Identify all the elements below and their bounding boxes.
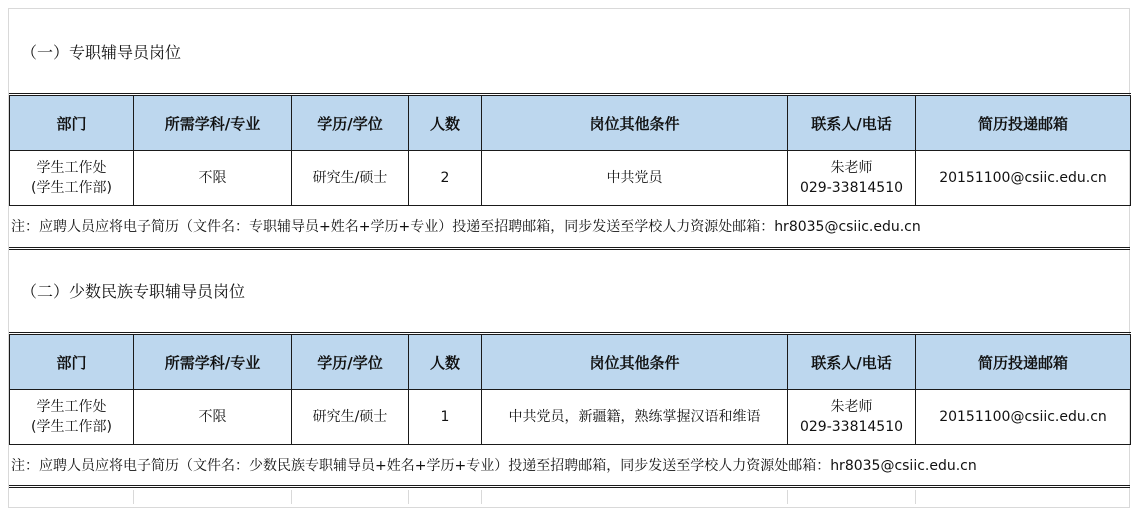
section-1-title: （一）专职辅导员岗位 <box>21 43 182 62</box>
recruitment-sheet <box>8 8 1130 508</box>
section-2-note: 注：应聘人员应将电子简历（文件名：少数民族专职辅导员+姓名+学历+专业）投递至招聘邮箱，同步发送至学校人力资源处邮箱：hr8035@csiic.edu.cn <box>11 458 977 474</box>
cell-email[interactable]: 20151100@csiic.edu.cn <box>916 151 1131 206</box>
cell-subject: 不限 <box>134 390 292 445</box>
header-count: 人数 <box>409 334 482 390</box>
cell-department <box>10 390 134 445</box>
department-line-1: 学生工作处 <box>36 160 107 176</box>
section-divider <box>9 485 1130 488</box>
cell-conditions: 中共党员 <box>482 151 788 206</box>
header-degree: 学历/学位 <box>292 95 409 151</box>
department-line-2: (学生工作部) <box>31 180 112 196</box>
department-line-2: (学生工作部) <box>31 419 112 435</box>
section-1-note: 注：应聘人员应将电子简历（文件名：专职辅导员+姓名+学历+专业）投递至招聘邮箱，同步发送至学校人力资源处邮箱：hr8035@csiic.edu.cn <box>11 219 921 235</box>
table-header-row <box>10 95 1131 151</box>
table-header-row <box>10 334 1131 390</box>
cell-count: 2 <box>409 151 482 206</box>
section-2-title: （二）少数民族专职辅导员岗位 <box>21 282 246 301</box>
header-conditions: 岗位其他条件 <box>482 95 788 151</box>
header-conditions: 岗位其他条件 <box>482 334 788 390</box>
header-contact: 联系人/电话 <box>788 334 916 390</box>
cell-conditions: 中共党员，新疆籍，熟练掌握汉语和维语 <box>482 390 788 445</box>
header-email: 简历投递邮箱 <box>916 334 1131 390</box>
cell-degree: 研究生/硕士 <box>292 390 409 445</box>
table-row <box>10 151 1131 206</box>
contact-name: 朱老师 <box>830 160 873 176</box>
section-1-table <box>9 93 1131 206</box>
header-subject: 所需学科/专业 <box>134 95 292 151</box>
cell-department <box>10 151 134 206</box>
cell-degree: 研究生/硕士 <box>292 151 409 206</box>
header-department: 部门 <box>10 334 134 390</box>
section-divider <box>9 247 1130 250</box>
section-2-table <box>9 332 1131 445</box>
header-count: 人数 <box>409 95 482 151</box>
cell-contact <box>788 151 916 206</box>
header-contact: 联系人/电话 <box>788 95 916 151</box>
header-degree: 学历/学位 <box>292 334 409 390</box>
contact-phone: 029-33814510 <box>799 419 904 435</box>
cell-count: 1 <box>409 390 482 445</box>
department-line-1: 学生工作处 <box>36 399 107 415</box>
cell-contact <box>788 390 916 445</box>
cell-subject: 不限 <box>134 151 292 206</box>
empty-grid-row <box>9 490 1130 504</box>
header-subject: 所需学科/专业 <box>134 334 292 390</box>
contact-name: 朱老师 <box>830 399 873 415</box>
header-email: 简历投递邮箱 <box>916 95 1131 151</box>
header-department: 部门 <box>10 95 134 151</box>
cell-email[interactable]: 20151100@csiic.edu.cn <box>916 390 1131 445</box>
contact-phone: 029-33814510 <box>799 180 904 196</box>
table-row <box>10 390 1131 445</box>
